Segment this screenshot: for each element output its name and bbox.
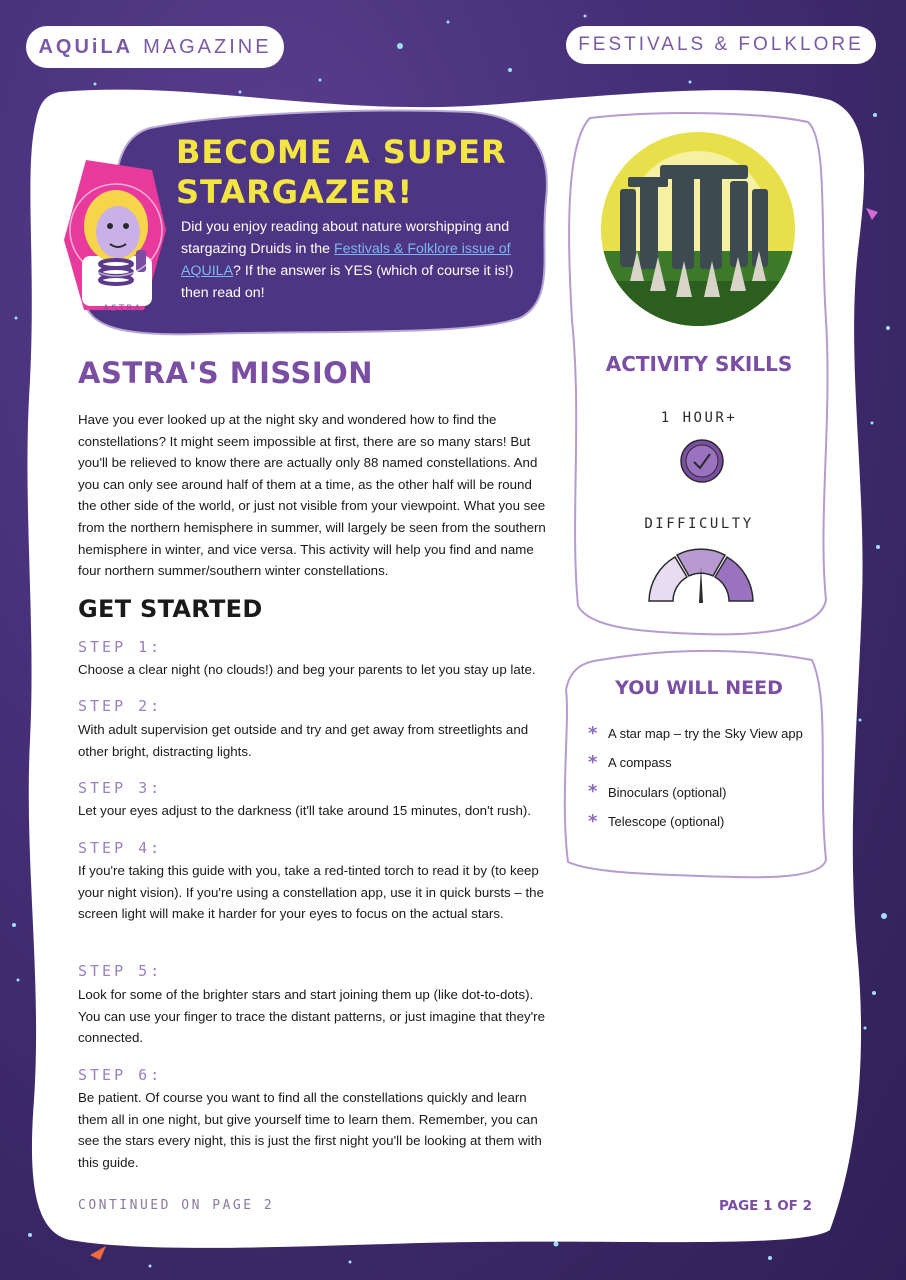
stonehenge-illustration	[600, 131, 796, 327]
step-6-label: STEP 6:	[78, 1066, 163, 1084]
issue-link[interactable]: Festivals & Folklore issue of AQUILA	[181, 241, 511, 279]
get-started-heading: GET STARTED	[78, 595, 263, 623]
needs-list	[588, 719, 803, 836]
you-will-need-heading: YOU WILL NEED	[615, 677, 783, 699]
avatar-caption: ASTRA	[103, 304, 143, 314]
need-item-text: A compass	[608, 755, 672, 771]
asterisk-icon: *	[588, 722, 598, 744]
intro-text-after: ? If the answer is YES (which of course it is!) then read on!	[181, 263, 514, 301]
step-2-text: With adult supervision get outside and try and get away from streetlights and other bright, distracting lights.	[78, 722, 529, 759]
step-2-label: STEP 2:	[78, 697, 163, 715]
asterisk-icon: *	[588, 751, 598, 773]
need-item-text: A star map – try the Sky View app	[608, 726, 803, 742]
step-3-text: Let your eyes adjust to the darkness (it'll take around 15 minutes, don't rush).	[78, 803, 531, 818]
intro-text-before: Did you enjoy reading about nature worshipping and stargazing Druids in the	[181, 219, 510, 257]
step-6-text: Be patient. Of course you want to find all the constellations quickly and learn them all in one night, but give yourself time to learn them. Remember, you can see the stars every night, this is just the first night you'll be looking at them with this guide.	[78, 1090, 542, 1170]
step-4-label: STEP 4:	[78, 839, 163, 857]
mission-text: Have you ever looked up at the night sky and wondered how to find the constellations? It might seem impossible at first, there are so many stars! But you'll be relieved to know there are actually only 88 named constellations. And you can only see around half of them at a time, as the other half will be round the other side of the world, or just not visible from your viewpoint. What you see from the northern hemisphere in summer, will largely be seen from the southern hemisphere in winter, and vice versa. This activity will help you find and name four northern summer/southern winter constellations.	[78, 412, 546, 579]
brand-name: AQUiLA	[38, 35, 134, 58]
list-item	[588, 748, 803, 777]
step-3-label: STEP 3:	[78, 779, 163, 797]
step-5-label: STEP 5:	[78, 962, 163, 980]
intro-title-line1: BECOME A SUPER	[176, 133, 507, 171]
brand-suffix: MAGAZINE	[143, 35, 272, 58]
mission-heading: ASTRA'S MISSION	[78, 356, 374, 390]
activity-skills-heading: ACTIVITY SKILLS	[605, 352, 793, 376]
list-item	[588, 719, 803, 748]
asterisk-icon: *	[588, 810, 598, 832]
step-4-text: If you're taking this guide with you, take a red-tinted torch to read it by (to keep your night vision). If you're using a constellation app, use it in quick bursts – the screen light will make it harder for your eyes to focus on the actual stars.	[78, 863, 544, 922]
difficulty-label: DIFFICULTY	[644, 516, 754, 532]
intro-title-line2: STARGAZER!	[176, 173, 414, 211]
asterisk-icon: *	[588, 781, 598, 803]
difficulty-gauge-icon	[645, 543, 757, 607]
issue-tag: FESTIVALS & FOLKLORE	[566, 26, 876, 64]
step-5-text: Look for some of the brighter stars and start joining them up (like dot-to-dots). You can use your finger to trace the distant patterns, or just imagine that they're connected.	[78, 987, 545, 1046]
list-item	[588, 778, 803, 807]
list-item	[588, 807, 803, 836]
clock-icon	[679, 438, 725, 484]
need-item-text: Telescope (optional)	[608, 814, 725, 830]
step-1-text: Choose a clear night (no clouds!) and beg your parents to let you stay up late.	[78, 662, 536, 677]
need-item-text: Binoculars (optional)	[608, 784, 727, 800]
page-number: PAGE 1 OF 2	[719, 1198, 812, 1214]
time-label: 1 HOUR+	[660, 410, 738, 426]
continued-note[interactable]: CONTINUED ON PAGE 2	[78, 1198, 275, 1213]
step-1-label: STEP 1:	[78, 638, 163, 656]
